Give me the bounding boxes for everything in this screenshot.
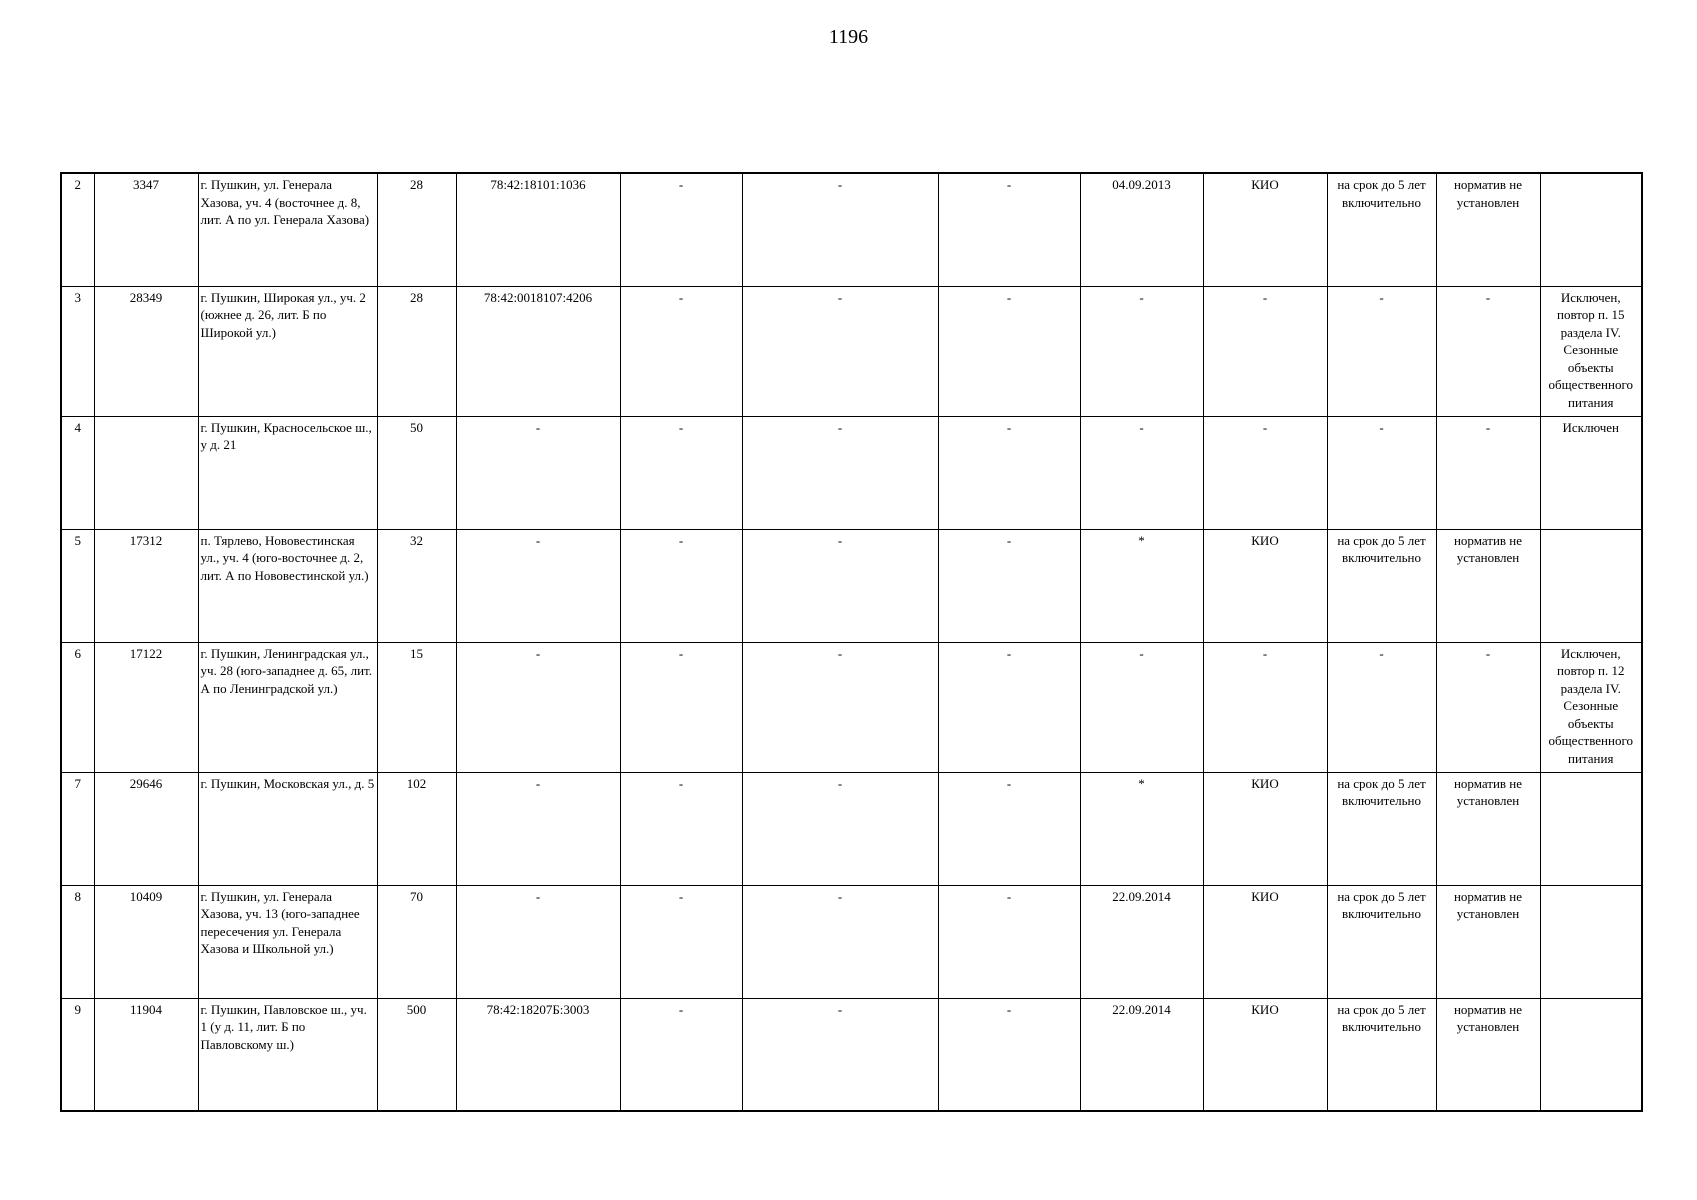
object-id-cell: 3347 <box>94 173 198 286</box>
term-cell: - <box>1327 286 1436 416</box>
norm-cell: норматив не установлен <box>1436 173 1540 286</box>
column-7-cell: - <box>742 286 938 416</box>
date-cell: - <box>1080 642 1203 772</box>
address-cell: г. Пушкин, Ленинградская ул., уч. 28 (юго-западнее д. 65, лит. А по Ленинградской ул.) <box>198 642 377 772</box>
table-row <box>61 885 1642 998</box>
note-cell: Исключен, повтор п. 15 раздела IV. Сезонные объекты общественного питания <box>1540 286 1642 416</box>
object-id-cell: 11904 <box>94 998 198 1111</box>
date-cell: - <box>1080 286 1203 416</box>
date-cell: * <box>1080 529 1203 642</box>
area-cell: 28 <box>377 286 456 416</box>
column-6-cell: - <box>620 173 742 286</box>
area-cell: 32 <box>377 529 456 642</box>
cadastral-number-cell: - <box>456 885 620 998</box>
address-cell: г. Пушкин, Широкая ул., уч. 2 (южнее д. 26, лит. Б по Широкой ул.) <box>198 286 377 416</box>
date-cell: * <box>1080 772 1203 885</box>
object-id-cell: 29646 <box>94 772 198 885</box>
address-cell: г. Пушкин, Московская ул., д. 5 <box>198 772 377 885</box>
column-8-cell: - <box>938 416 1080 529</box>
column-8-cell: - <box>938 885 1080 998</box>
column-7-cell: - <box>742 772 938 885</box>
cadastral-number-cell: 78:42:0018107:4206 <box>456 286 620 416</box>
area-cell: 28 <box>377 173 456 286</box>
organization-cell: КИО <box>1203 529 1327 642</box>
date-cell: 22.09.2014 <box>1080 885 1203 998</box>
note-cell: Исключен, повтор п. 12 раздела IV. Сезонные объекты общественного питания <box>1540 642 1642 772</box>
term-cell: на срок до 5 лет включительно <box>1327 173 1436 286</box>
table-row <box>61 173 1642 286</box>
column-7-cell: - <box>742 885 938 998</box>
object-id-cell: 10409 <box>94 885 198 998</box>
column-6-cell: - <box>620 885 742 998</box>
column-6-cell: - <box>620 642 742 772</box>
organization-cell: - <box>1203 642 1327 772</box>
object-id-cell <box>94 416 198 529</box>
cadastral-number-cell: 78:42:18207Б:3003 <box>456 998 620 1111</box>
row-number-cell: 6 <box>61 642 94 772</box>
area-cell: 50 <box>377 416 456 529</box>
note-cell: Исключен <box>1540 416 1642 529</box>
object-id-cell: 17122 <box>94 642 198 772</box>
norm-cell: норматив не установлен <box>1436 529 1540 642</box>
organization-cell: КИО <box>1203 772 1327 885</box>
column-8-cell: - <box>938 642 1080 772</box>
note-cell <box>1540 772 1642 885</box>
table-row <box>61 772 1642 885</box>
column-8-cell: - <box>938 772 1080 885</box>
norm-cell: норматив не установлен <box>1436 885 1540 998</box>
cadastral-number-cell: - <box>456 772 620 885</box>
object-id-cell: 17312 <box>94 529 198 642</box>
date-cell: - <box>1080 416 1203 529</box>
table-body <box>61 173 1642 1111</box>
norm-cell: - <box>1436 642 1540 772</box>
cadastral-number-cell: - <box>456 529 620 642</box>
column-7-cell: - <box>742 173 938 286</box>
cadastral-number-cell: - <box>456 642 620 772</box>
column-6-cell: - <box>620 998 742 1111</box>
cadastral-number-cell: - <box>456 416 620 529</box>
table-row <box>61 416 1642 529</box>
column-8-cell: - <box>938 529 1080 642</box>
row-number-cell: 2 <box>61 173 94 286</box>
row-number-cell: 4 <box>61 416 94 529</box>
table-row <box>61 998 1642 1111</box>
term-cell: на срок до 5 лет включительно <box>1327 772 1436 885</box>
term-cell: на срок до 5 лет включительно <box>1327 885 1436 998</box>
area-cell: 15 <box>377 642 456 772</box>
row-number-cell: 9 <box>61 998 94 1111</box>
note-cell <box>1540 885 1642 998</box>
table-row <box>61 529 1642 642</box>
column-6-cell: - <box>620 286 742 416</box>
note-cell <box>1540 173 1642 286</box>
organization-cell: - <box>1203 416 1327 529</box>
row-number-cell: 5 <box>61 529 94 642</box>
term-cell: на срок до 5 лет включительно <box>1327 998 1436 1111</box>
table-row <box>61 286 1642 416</box>
address-cell: г. Пушкин, ул. Генерала Хазова, уч. 13 (юго-западнее пересечения ул. Генерала Хазова и Школьной ул.) <box>198 885 377 998</box>
norm-cell: - <box>1436 416 1540 529</box>
area-cell: 70 <box>377 885 456 998</box>
address-cell: п. Тярлево, Нововестинская ул., уч. 4 (юго-восточнее д. 2, лит. А по Нововестинской ул.) <box>198 529 377 642</box>
date-cell: 22.09.2014 <box>1080 998 1203 1111</box>
term-cell: на срок до 5 лет включительно <box>1327 529 1436 642</box>
norm-cell: норматив не установлен <box>1436 998 1540 1111</box>
term-cell: - <box>1327 642 1436 772</box>
cadastral-number-cell: 78:42:18101:1036 <box>456 173 620 286</box>
date-cell: 04.09.2013 <box>1080 173 1203 286</box>
address-cell: г. Пушкин, ул. Генерала Хазова, уч. 4 (восточнее д. 8, лит. А по ул. Генерала Хазова) <box>198 173 377 286</box>
column-7-cell: - <box>742 642 938 772</box>
column-6-cell: - <box>620 772 742 885</box>
column-6-cell: - <box>620 529 742 642</box>
column-7-cell: - <box>742 529 938 642</box>
row-number-cell: 8 <box>61 885 94 998</box>
column-7-cell: - <box>742 416 938 529</box>
registry-table <box>60 172 1643 1112</box>
column-8-cell: - <box>938 173 1080 286</box>
organization-cell: КИО <box>1203 173 1327 286</box>
column-8-cell: - <box>938 286 1080 416</box>
table-row <box>61 642 1642 772</box>
area-cell: 500 <box>377 998 456 1111</box>
note-cell <box>1540 529 1642 642</box>
norm-cell: норматив не установлен <box>1436 772 1540 885</box>
organization-cell: - <box>1203 286 1327 416</box>
object-id-cell: 28349 <box>94 286 198 416</box>
note-cell <box>1540 998 1642 1111</box>
row-number-cell: 3 <box>61 286 94 416</box>
address-cell: г. Пушкин, Павловское ш., уч. 1 (у д. 11, лит. Б по Павловскому ш.) <box>198 998 377 1111</box>
page-number: 1196 <box>828 26 869 48</box>
row-number-cell: 7 <box>61 772 94 885</box>
term-cell: - <box>1327 416 1436 529</box>
column-8-cell: - <box>938 998 1080 1111</box>
organization-cell: КИО <box>1203 885 1327 998</box>
norm-cell: - <box>1436 286 1540 416</box>
column-6-cell: - <box>620 416 742 529</box>
address-cell: г. Пушкин, Красносельское ш., у д. 21 <box>198 416 377 529</box>
column-7-cell: - <box>742 998 938 1111</box>
organization-cell: КИО <box>1203 998 1327 1111</box>
area-cell: 102 <box>377 772 456 885</box>
